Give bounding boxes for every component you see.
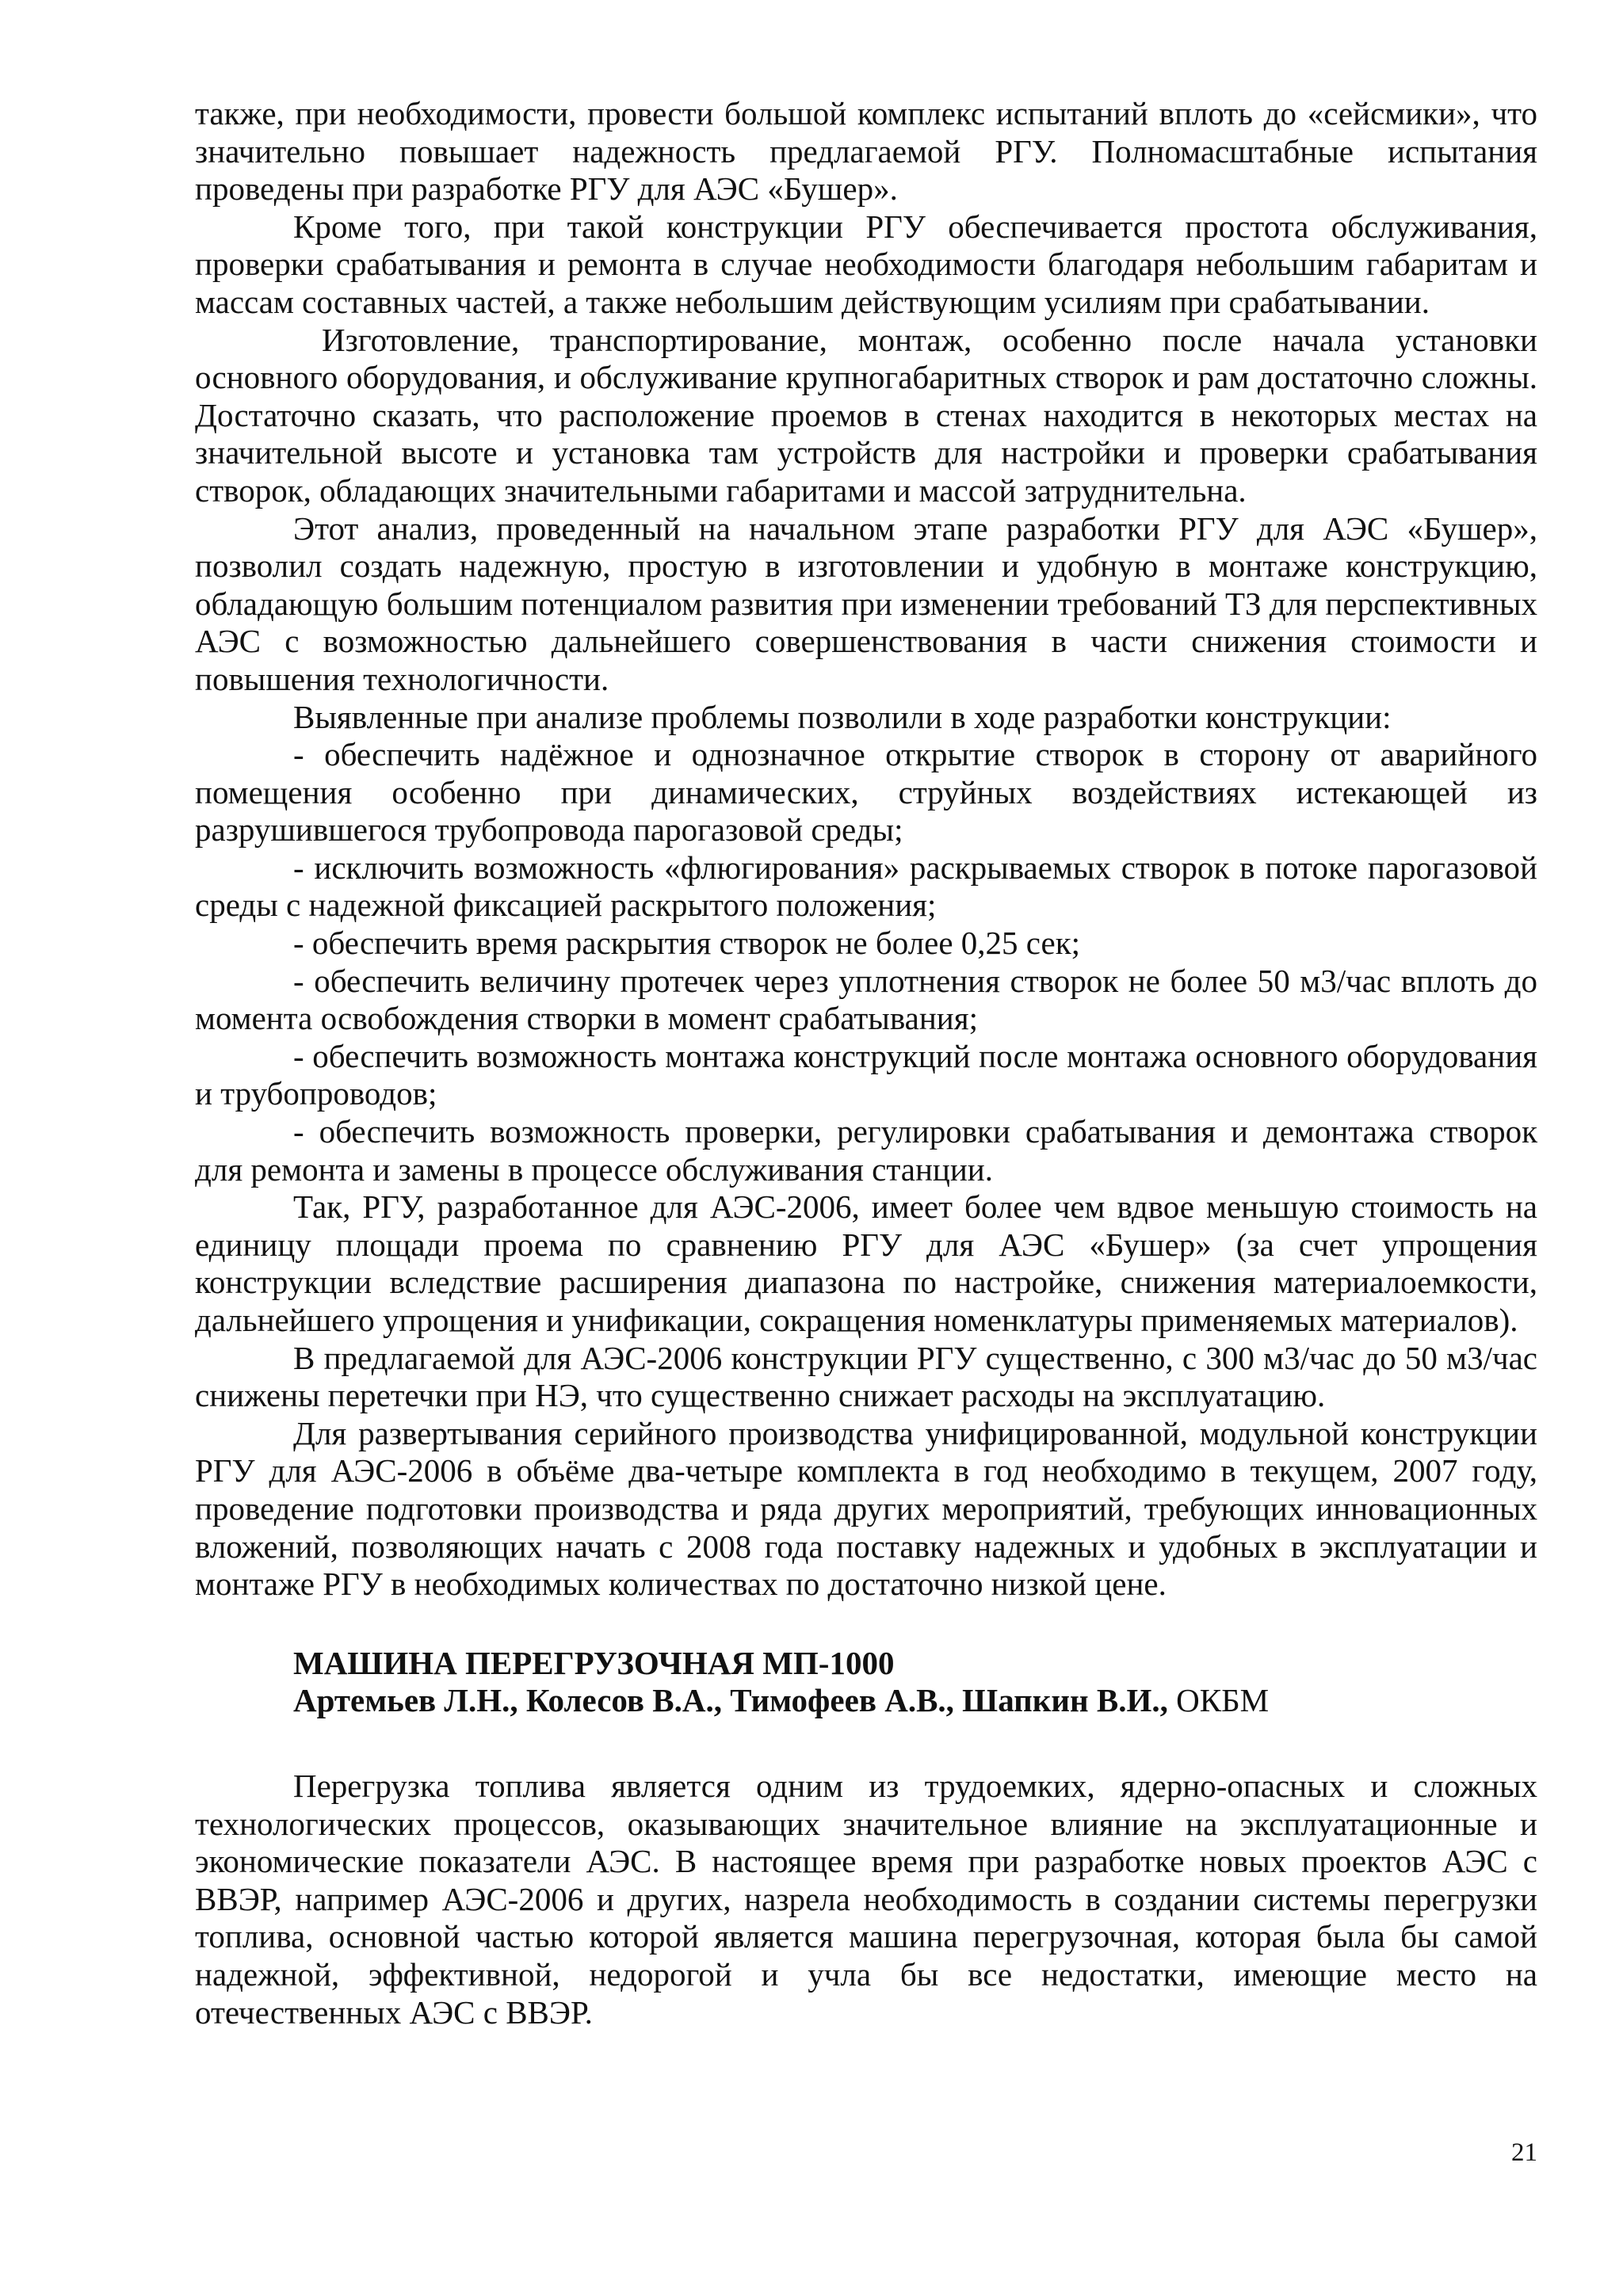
paragraph-cost: Так, РГУ, разработанное для АЭС-2006, имеет более чем вдвое меньшую стоимость на единицу площади проема по сравнению РГУ для АЭС «Бушер» (за счет упрощения конструкции вследствие расширения диапазона по настройке, снижения материалоемкости, дальнейшего упрощения и унификации, сокращения номенклатуры применяемых материалов). (195, 1188, 1537, 1338)
list-item: - обеспечить надёжное и однозначное открытие створок в сторону от аварийного помещения особенно при динамических, струйных воздействиях истекающей из разрушившегося трубопровода парогазовой среды; (195, 736, 1537, 849)
list-item: - обеспечить величину протечек через уплотнения створок не более 50 м3/час вплоть до момента освобождения створки в момент срабатывания; (195, 962, 1537, 1037)
section-authors: Артемьев Л.Н., Колесов В.А., Тимофеев А.В., Шапкин В.И., (293, 1682, 1168, 1719)
section-organization: ОКБМ (1167, 1682, 1270, 1719)
paragraph-production: Для развертывания серийного производства унифицированной, модульной конструкции РГУ для АЭС-2006 в объёме два-четыре комплекта в год необходимо в текущем, 2007 году, проведение подготовки производства и ряда других мероприятий, требующих инновационных вложений, позволяющих начать с 2008 года поставку надежных и удобных в эксплуатации и монтаже РГУ в необходимых количествах по достаточно низкой цене. (195, 1414, 1537, 1603)
paragraph-manufacturing: Изготовление, транспортирование, монтаж, особенно после начала установки основного оборудования, и обслуживание крупногабаритных створок и рам достаточно сложны. Достаточно сказать, что расположение проемов в стенах находится в некоторых местах на значительной высоте и установка там устройств для настройки и проверки срабатывания створок, обладающих значительными габаритами и массой затруднительна. (195, 321, 1537, 509)
paragraph-continuation: также, при необходимости, провести большой комплекс испытаний вплоть до «сейсмики», что значительно повышает надежность предлагаемой РГУ. Полномасштабные испытания проведены при разработке РГУ для АЭС «Бушер». (195, 95, 1537, 208)
list-item: - исключить возможность «флюгирования» раскрываемых створок в потоке парогазовой среды с надежной фиксацией раскрытого положения; (195, 849, 1537, 924)
page-number: 21 (1511, 2138, 1537, 2167)
section-body: Перегрузка топлива является одним из трудоемких, ядерно-опасных и сложных технологических процессов, оказывающих значительное влияние на эксплуатационные и экономические показатели АЭС. В настоящее время при разработке новых проектов АЭС с ВВЭР, например АЭС-2006 и других, назрела необходимость в создании системы перегрузки топлива, основной частью которой является машина перегрузочная, которая была бы самой надежной, эффективной, недорогой и учла бы все недостатки, имеющие место на отечественных АЭС с ВВЭР. (195, 1767, 1537, 2031)
section-header (195, 1645, 1537, 1720)
section-authors-line (293, 1682, 1537, 1720)
list-item: - обеспечить время раскрытия створок не более 0,25 сек; (293, 925, 1081, 962)
list-item: - обеспечить возможность монтажа конструкций после монтажа основного оборудования и трубопроводов; (195, 1037, 1537, 1112)
section-title: МАШИНА ПЕРЕГРУЗОЧНАЯ МП-1000 (293, 1644, 895, 1681)
document-page (195, 95, 1537, 2031)
paragraph-leakage: В предлагаемой для АЭС-2006 конструкции РГУ существенно, с 300 м3/час до 50 м3/час снижены перетечки при НЭ, что существенно снижает расходы на эксплуатацию. (195, 1339, 1537, 1414)
paragraph-analysis: Этот анализ, проведенный на начальном этапе разработки РГУ для АЭС «Бушер», позволил создать надежную, простую в изготовлении и удобную в монтаже конструкцию, обладающую большим потенциалом развития при изменении требований ТЗ для перспективных АЭС с возможностью дальнейшего совершенствования в части снижения стоимости и повышения технологичности. (195, 509, 1537, 697)
list-item: - обеспечить возможность проверки, регулировки срабатывания и демонтажа створок для ремонта и замены в процессе обслуживания станции. (195, 1113, 1537, 1188)
paragraph-problems-intro: Выявленные при анализе проблемы позволили в ходе разработки конструкции: (293, 698, 1392, 735)
paragraph-maintenance: Кроме того, при такой конструкции РГУ обеспечивается простота обслуживания, проверки срабатывания и ремонта в случае необходимости благодаря небольшим габаритам и массам составных частей, а также небольшим действующим усилиям при срабатывании. (195, 208, 1537, 320)
